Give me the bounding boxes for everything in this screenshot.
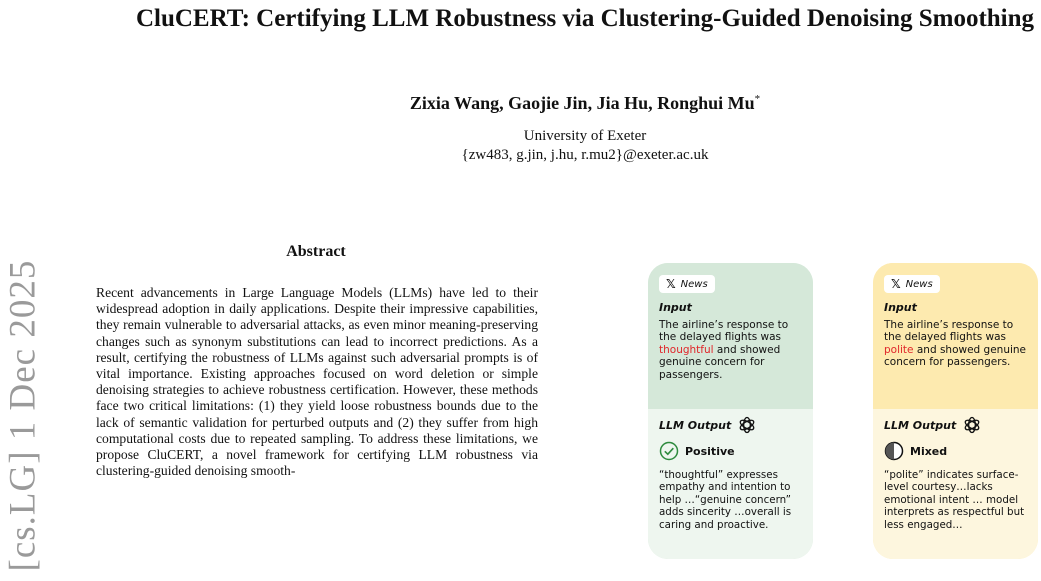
author-emails: {zw483, g.jin, j.hu, r.mu2}@exeter.ac.uk [461,147,709,163]
result-label: Mixed [910,444,948,458]
result-label: Positive [685,444,735,458]
source-pill [659,275,715,293]
author-list [90,93,1041,114]
input-text-after: and showed genuine concern for passengers. [884,343,1027,369]
card-input-section [873,263,1038,401]
output-header [659,415,802,435]
example-card-mixed [873,263,1038,559]
card-input-section [648,263,813,401]
output-explanation: “thoughtful” expresses empathy and intention to help …“genuine concern” adds sincerity …overall is caring and proactive. [659,469,792,531]
input-text [884,319,1027,369]
affiliation-block [90,127,1041,165]
check-circle-icon [659,441,679,461]
paper-title: CluCERT: Certifying LLM Robustness via Clustering-Guided Denoising Smoothing [135,5,1035,32]
source-pill [884,275,940,293]
openai-logo-icon [962,415,982,435]
openai-logo-icon [737,415,757,435]
card-output-section [648,409,813,559]
corresponding-author-mark: * [754,93,761,105]
perturbed-word: polite [884,343,914,356]
half-circle-icon [884,441,904,461]
perturbed-word: thoughtful [659,343,714,356]
output-label: LLM Output [659,418,732,432]
input-text-before: The airline’s response to the delayed flights was [659,319,789,344]
input-label: Input [659,301,692,314]
affiliation: University of Exeter [523,128,647,144]
source-label: News [680,278,708,290]
output-label: LLM Output [884,418,957,432]
output-explanation: “polite” indicates surface-level courtesy…lacks emotional intent … model interprets as respectful but less engaged… [884,469,1025,531]
example-card-positive [648,263,813,559]
output-header [884,415,1027,435]
source-label: News [905,278,933,290]
result-row [884,441,1027,461]
arxiv-side-stamp: [cs.LG] 1 Dec 2025 [2,259,44,572]
abstract-heading: Abstract [286,243,346,260]
x-logo-icon: 𝕏 [891,277,901,291]
input-text-after: and showed genuine concern for passengers. [659,343,781,381]
card-output-section [873,409,1038,559]
abstract-text: Recent advancements in Large Language Models (LLMs) have led to their widespread adoption in daily applications. Despite their impressive capabilities, they remain vulnerable to adversarial attacks, as even minor meaning-preserving changes such as synonym substitutions can lead to incorrect predictions. As a result, certifying the robustness of LLMs against such adversarial prompts is of vital importance. Existing approaches focused on word deletion or simple denoising strategies to achieve robustness certification. However, these methods face two critical limitations: (1) they yield loose robustness bounds due to the lack of semantic validation for perturbed outputs and (2) they suffer from high computational costs due to repeated sampling. To address these limitations, we propose CluCERT, a novel framework for certifying LLM robustness via clustering-guided denoising smooth- [96,285,538,479]
result-row [659,441,802,461]
input-text [659,319,802,381]
author-names: Zixia Wang, Gaojie Jin, Jia Hu, Ronghui Mu [409,93,755,113]
input-label: Input [884,301,917,314]
x-logo-icon: 𝕏 [666,277,676,291]
input-text-before: The airline’s response to the delayed flights was [884,319,1014,344]
